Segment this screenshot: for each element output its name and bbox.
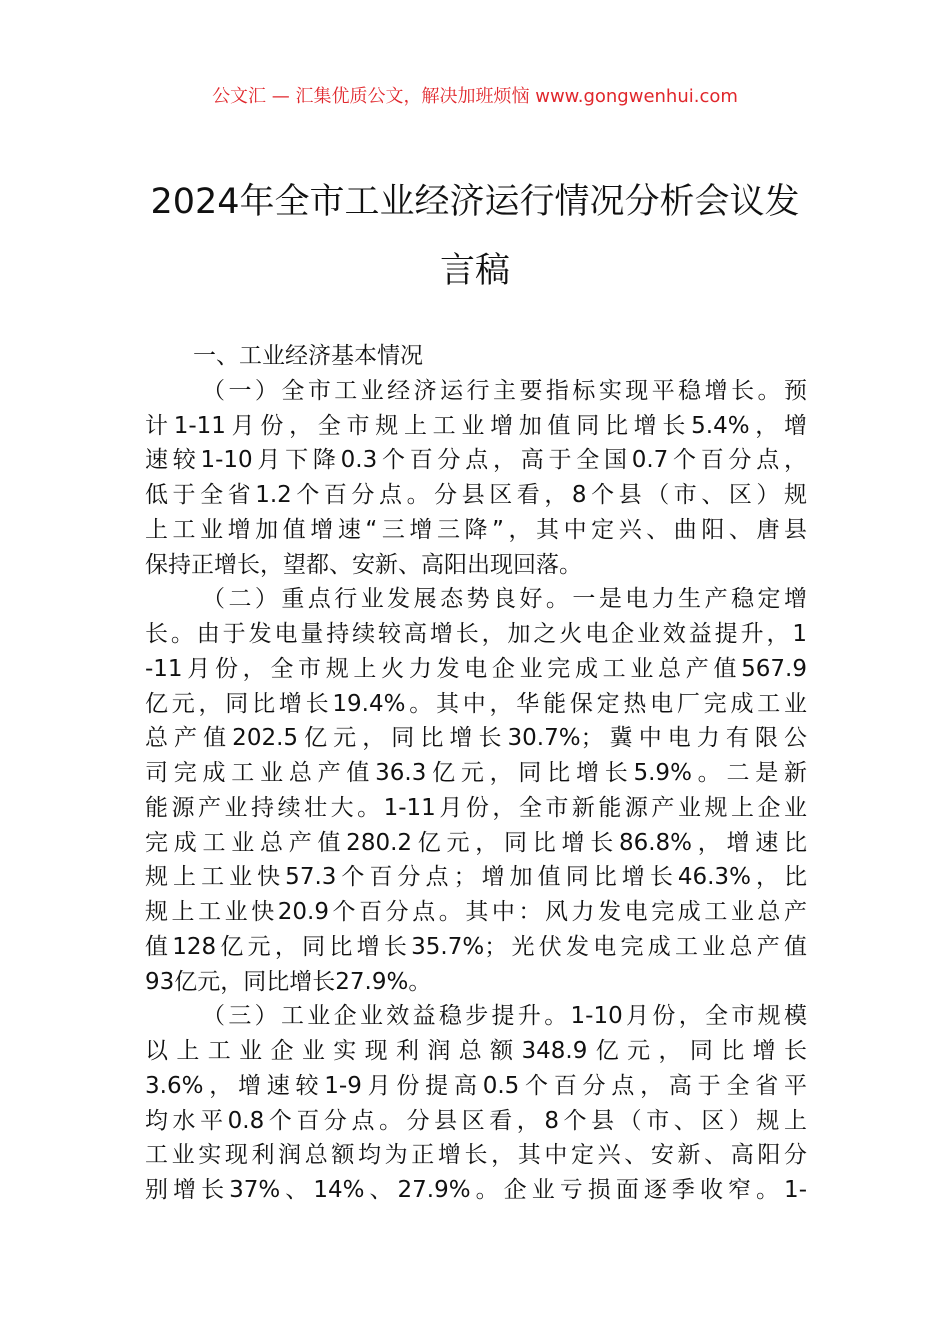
paragraph-line: 规上工业快57.3个百分点；增加值同比增长46.3%，比 <box>145 864 807 891</box>
paragraph-line: 能源产业持续壮大。1-11月份，全市新能源产业规上企业 <box>145 794 807 821</box>
paragraph-line: 亿元，同比增长19.4%。其中，华能保定热电厂完成工业 <box>145 690 807 717</box>
paragraph-line: 司完成工业总产值36.3亿元，同比增长5.9%。二是新 <box>145 760 807 786</box>
document-title-line-2: 言稿 <box>439 251 510 291</box>
paragraph-line: 低于全省1.2个百分点。分县区看，8个县（市、区）规 <box>145 482 807 508</box>
paragraph <box>145 374 807 583</box>
document-title-line-1: 2024年全市工业经济运行情况分析会议发 <box>150 182 800 222</box>
paragraph-line: （一）全市工业经济运行主要指标实现平稳增长。预 <box>202 377 807 404</box>
paragraph-line: 3.6%，增速较1-9月份提高0.5个百分点，高于全省平 <box>145 1072 807 1099</box>
paragraph-line: 计1-11月份，全市规上工业增加值同比增长5.4%，增 <box>145 412 807 439</box>
paragraph-line: 保持正增长，望都、安新、高阳出现回落。 <box>145 551 582 578</box>
paragraph-line: （三）工业企业效益稳步提升。1-10月份，全市规模 <box>202 1003 807 1030</box>
site-banner: 公文汇 — 汇集优质公文，解决加班烦恼 www.gongwenhui.com <box>212 86 738 107</box>
paragraph-line: 总产值202.5亿元，同比增长30.7%；冀中电力有限公 <box>145 725 807 752</box>
paragraph-line: 规上工业快20.9个百分点。其中：风力发电完成工业总产 <box>145 899 807 925</box>
paragraph-line: 别增长37%、14%、27.9%。企业亏损面逐季收窄。1- <box>145 1177 807 1203</box>
paragraph-line: 均水平0.8个百分点。分县区看，8个县（市、区）规上 <box>145 1107 807 1134</box>
paragraph-line: -11月份，全市规上火力发电企业完成工业总产值567.9 <box>145 655 807 682</box>
paragraph-line: （二）重点行业发展态势良好。一是电力生产稳定增 <box>202 586 807 613</box>
paragraph-line: 上工业增加值增速“三增三降”，其中定兴、曲阳、唐县 <box>145 516 807 543</box>
paragraph-line: 工业实现利润总额均为正增长，其中定兴、安新、高阳分 <box>145 1142 807 1169</box>
paragraph-line: 93亿元，同比增长27.9%。 <box>145 968 432 995</box>
paragraph-line: 长。由于发电量持续较高增长，加之火电企业效益提升，1 <box>145 621 807 647</box>
section-heading: 一、工业经济基本情况 <box>193 343 423 369</box>
paragraph-line: 值128亿元，同比增长35.7%；光伏发电完成工业总产值 <box>145 933 807 960</box>
paragraph-line: 以上工业企业实现利润总额348.9亿元，同比增长 <box>145 1038 807 1064</box>
paragraph <box>145 999 807 1208</box>
document-body <box>145 339 807 1208</box>
paragraph-line: 速较1-10月下降0.3个百分点，高于全国0.7个百分点， <box>145 447 807 474</box>
paragraph <box>145 582 807 999</box>
paragraph-line: 完成工业总产值280.2亿元，同比增长86.8%，增速比 <box>145 829 807 856</box>
